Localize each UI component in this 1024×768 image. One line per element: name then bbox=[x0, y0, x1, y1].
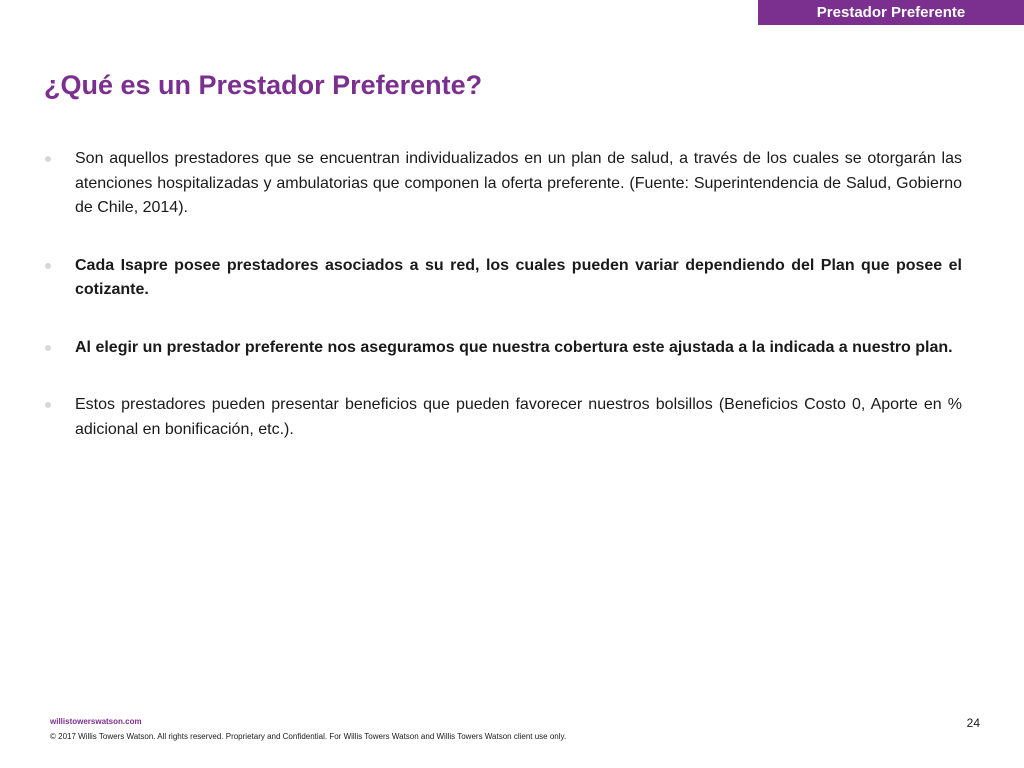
page-number: 24 bbox=[966, 716, 980, 730]
bullet-dot-icon bbox=[45, 263, 51, 269]
bullet-dot-icon bbox=[45, 345, 51, 351]
bullet-dot-icon bbox=[45, 156, 51, 162]
bullet-item bbox=[44, 147, 962, 221]
bullet-item bbox=[44, 254, 962, 303]
slide-title: ¿Qué es un Prestador Preferente? bbox=[44, 70, 483, 100]
bullet-item bbox=[44, 336, 962, 361]
footer-website-link[interactable]: willistowerswatson.com bbox=[50, 717, 142, 726]
section-tag: Prestador Preferente bbox=[758, 0, 1024, 25]
bullet-dot-icon bbox=[45, 402, 51, 408]
footer-copyright: © 2017 Willis Towers Watson. All rights reserved. Proprietary and Confidential. For Willis Towers Watson and Willis Towers Watson client use only. bbox=[50, 732, 567, 741]
bullet-text: Son aquellos prestadores que se encuentran individualizados en un plan de salud, a través de los cuales se otorgarán las atenciones hospitalizadas y ambulatorias que componen la oferta preferente. (Fuente: Superintendencia de Salud, Gobierno de Chile, 2014). bbox=[75, 150, 962, 216]
bullet-text: Al elegir un prestador preferente nos aseguramos que nuestra cobertura este ajustada a la indicada a nuestro plan. bbox=[75, 338, 953, 356]
bullet-text: Estos prestadores pueden presentar beneficios que pueden favorecer nuestros bolsillos (Beneficios Costo 0, Aporte en % adicional en bonificación, etc.). bbox=[75, 396, 962, 438]
bullet-item bbox=[44, 393, 962, 442]
bullet-list bbox=[44, 147, 962, 442]
bullet-text: Cada Isapre posee prestadores asociados a su red, los cuales pueden variar dependiendo del Plan que posee el cotizante. bbox=[75, 256, 962, 298]
